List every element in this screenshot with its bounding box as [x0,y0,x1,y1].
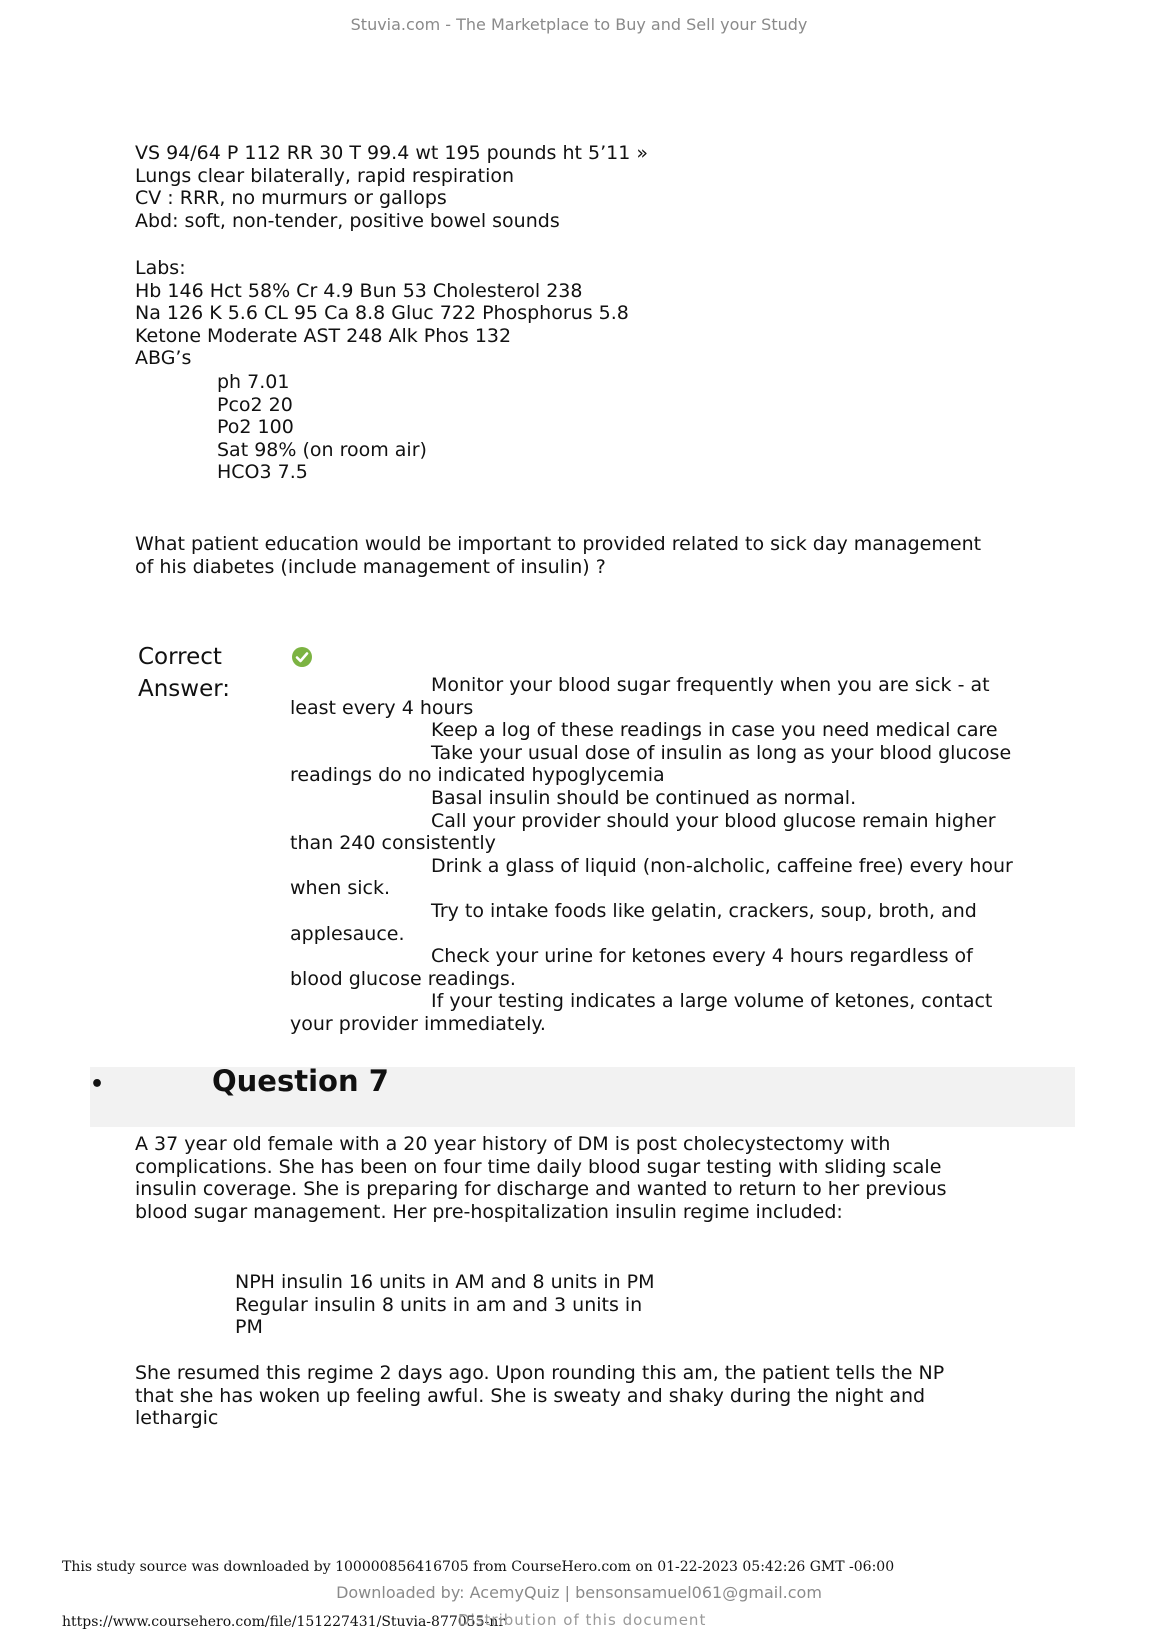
abg-hco3: HCO3 7.5 [217,461,308,484]
exam-cv: CV : RRR, no murmurs or gallops [135,187,447,210]
labs-section [135,257,629,370]
answer-item: Monitor your blood sugar frequently when you are sick - at least every 4 hours [290,674,990,719]
followup-line: lethargic [135,1407,219,1430]
question-title: Question 7 [212,1064,389,1098]
regime-line: PM [235,1316,263,1339]
labs-row: Hb 146 Hct 58% Cr 4.9 Bun 53 Cholesterol 238 [135,279,583,302]
downloaded-by-note: Downloaded by: AcemyQuiz | bensonsamuel061@gmail.com [336,1583,822,1602]
question-prompt-line: of his diabetes (include management of insulin) ? [135,555,606,578]
correct-answer-label [138,641,230,705]
followup-line: that she has woken up feeling awful. She is sweaty and shaky during the night and [135,1384,926,1407]
answer-item: Take your usual dose of insulin as long as your blood glucose readings do no indicated hypoglycemia [290,741,1012,787]
check-circle-icon [292,647,312,667]
exam-vitals: VS 94/64 P 112 RR 30 T 99.4 wt 195 pounds ht 5’11 » [135,142,648,164]
question-prompt-line: What patient education would be important to provided related to sick day management [135,533,982,555]
scenario-text [135,1133,947,1223]
answer-item: Keep a log of these readings in case you need medical care [431,719,998,742]
labs-row: Ketone Moderate AST 248 Alk Phos 132 [135,324,512,347]
scenario-line: insulin coverage. She is preparing for discharge and wanted to return to her previous [135,1178,947,1201]
answer-item: Call your provider should your blood glucose remain higher than 240 consistently [290,809,996,855]
abg-values [217,371,427,484]
followup-line: She resumed this regime 2 days ago. Upon rounding this am, the patient tells the NP [135,1362,945,1384]
answer-list [290,674,1020,1036]
abg-po2: Po2 100 [217,416,294,439]
answer-item: If your testing indicates a large volume of ketones, contact your provider immediately. [290,990,993,1035]
source-url-link[interactable]: https://www.coursehero.com/file/151227431/Stuvia-877055-nr [62,1614,505,1630]
abg-pco2: Pco2 20 [217,393,293,416]
site-header: Stuvia.com - The Marketplace to Buy and Sell your Study [350,15,808,34]
download-source-note: This study source was downloaded by 100000856416705 from CourseHero.com on 01-22-2023 05:42:26 GMT -06:00 [62,1559,895,1575]
question-prompt [135,533,981,578]
regime-line: Regular insulin 8 units in am and 3 units in [235,1293,643,1316]
exam-abd: Abd: soft, non-tender, positive bowel sounds [135,209,560,232]
labs-row: Na 126 K 5.6 CL 95 Ca 8.8 Gluc 722 Phosphorus 5.8 [135,302,629,325]
scenario-line: A 37 year old female with a 20 year history of DM is post cholecystectomy with [135,1133,891,1155]
abg-ph: ph 7.01 [217,371,290,393]
answer-item: Basal insulin should be continued as normal. [431,786,857,809]
answer-item: Drink a glass of liquid (non-alcholic, caffeine free) every hour when sick. [290,854,1013,900]
answer-item: Try to intake foods like gelatin, crackers, soup, broth, and applesauce. [290,899,977,945]
insulin-regime [235,1271,655,1339]
scenario-line: complications. She has been on four time daily blood sugar testing with sliding scale [135,1155,942,1178]
correct-label-word: Correct [138,644,222,670]
scenario-line: blood sugar management. Her pre-hospitalization insulin regime included: [135,1200,843,1223]
exam-lungs: Lungs clear bilaterally, rapid respiration [135,164,515,187]
abg-sat: Sat 98% (on room air) [217,438,427,461]
exam-section [135,142,648,232]
abg-heading: ABG’s [135,347,192,370]
answer-label-word: Answer: [138,676,231,702]
regime-line: NPH insulin 16 units in AM and 8 units in PM [235,1271,655,1293]
answer-item: Check your urine for ketones every 4 hours regardless of blood glucose readings. [290,945,973,990]
distribution-watermark: Distribution of this document [458,1611,707,1629]
followup-text [135,1362,944,1430]
labs-heading: Labs: [135,257,186,279]
question-bullet: • [90,1072,105,1097]
